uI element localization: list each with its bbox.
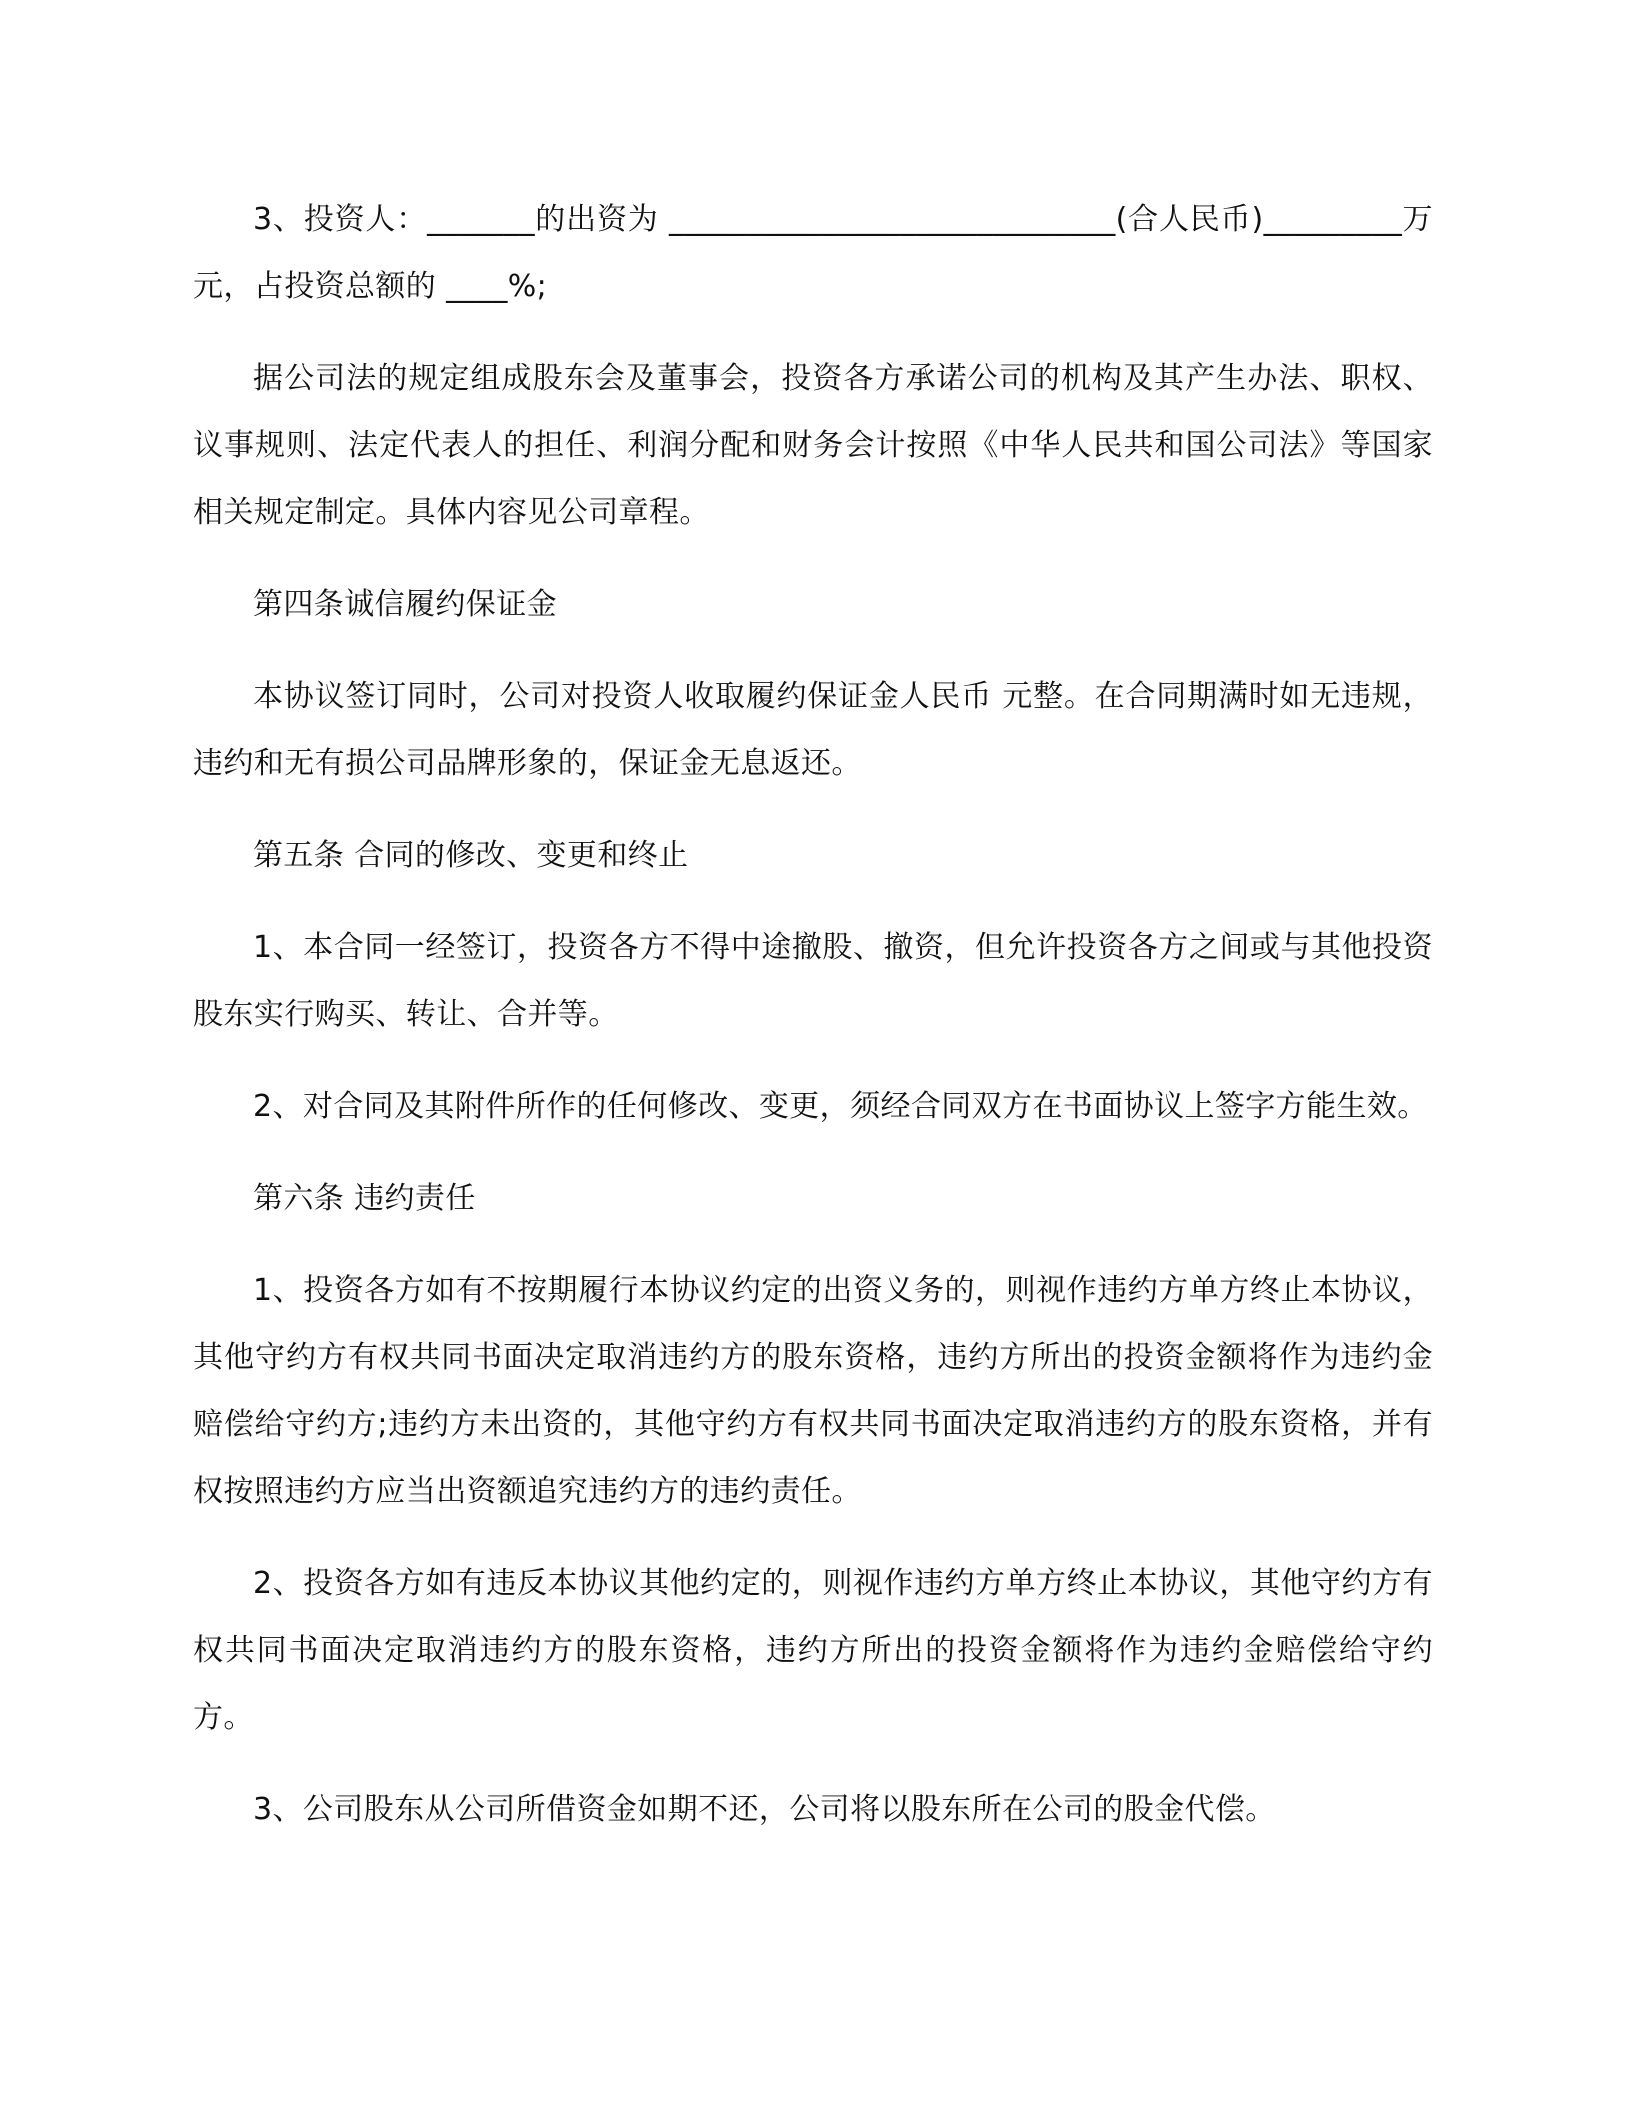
heading-article-5: 第五条 合同的修改、变更和终止 xyxy=(253,838,689,873)
clause-5-2-modification: 2、对合同及其附件所作的任何修改、变更，须经合同双方在书面协议上签字方能生效。 xyxy=(253,1089,1428,1124)
paragraph-performance-deposit: 本协议签订同时，公司对投资人收取履约保证金人民币 元整。在合同期满时如无违规，违约和无有损公司品牌形象的，保证金无息返还。 xyxy=(193,679,1433,781)
heading-article-6: 第六条 违约责任 xyxy=(253,1181,476,1216)
clause-6-3-loan-repayment: 3、公司股东从公司所借资金如期不还，公司将以股东所在公司的股金代偿。 xyxy=(253,1792,1276,1827)
heading-article-4: 第四条诚信履约保证金 xyxy=(253,587,557,622)
clause-6-1-capital-default: 1、投资各方如有不按期履行本协议约定的出资义务的，则视作违约方单方终止本协议，其他守约方有权共同书面决定取消违约方的股东资格，违约方所出的投资金额将作为违约金赔偿给守约方;违约方未出资的，其他守约方有权共同书面决定取消违约方的股东资格，并有权按照违约方应当出资额追究违约方的违约责任。 xyxy=(193,1273,1433,1509)
clause-6-2-other-breach: 2、投资各方如有违反本协议其他约定的，则视作违约方单方终止本协议，其他守约方有权共同书面决定取消违约方的股东资格，违约方所出的投资金额将作为违约金赔偿给守约方。 xyxy=(193,1566,1433,1735)
clause-5-1-no-withdrawal: 1、本合同一经签订，投资各方不得中途撤股、撤资，但允许投资各方之间或与其他投资股东实行购买、转让、合并等。 xyxy=(193,930,1433,1032)
document-body xyxy=(193,186,1433,1843)
paragraph-company-law-governance: 据公司法的规定组成股东会及董事会，投资各方承诺公司的机构及其产生办法、职权、议事规则、法定代表人的担任、利润分配和财务会计按照《中华人民共和国公司法》等国家相关规定制定。具体内容见公司章程。 xyxy=(193,361,1433,530)
clause-investor-3-contribution: 3、投资人：_______的出资为 _____________________________(合人民币)_________万元，占投资总额的 ____%; xyxy=(193,202,1433,304)
